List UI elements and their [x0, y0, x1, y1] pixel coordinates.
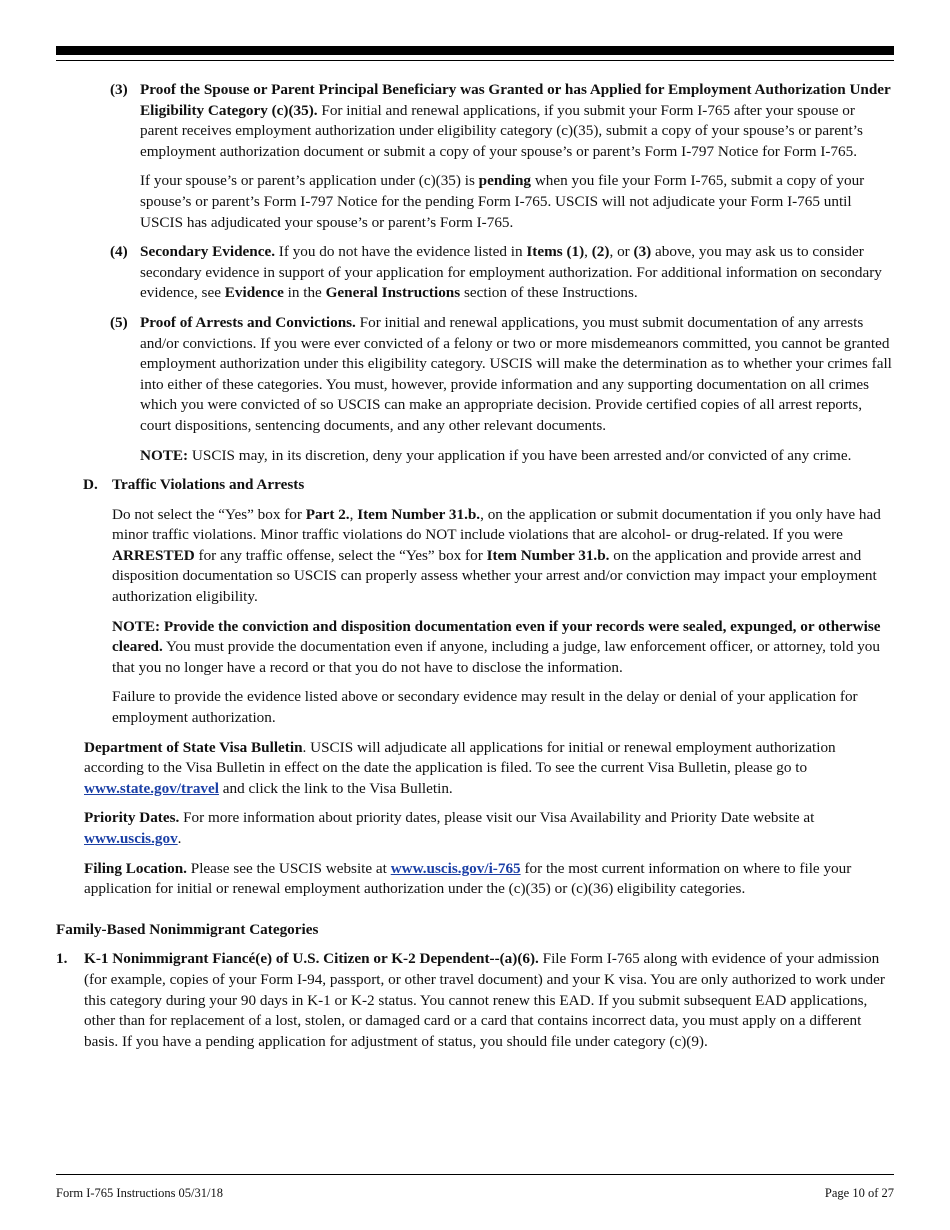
text-run: If your spouse’s or parent’s application under (c)(35) is — [140, 172, 479, 190]
item-3-title: Proof the Spouse or Parent Principal Beneficiary was Granted or has Applied for Employment Authorization Under Eligibility Category (c)(35). — [140, 81, 891, 119]
item-3-paragraph — [140, 80, 894, 162]
bold-run: (2) — [591, 243, 610, 261]
text-run: , — [349, 505, 358, 523]
uscis-gov-link[interactable]: www.uscis.gov — [84, 830, 178, 847]
bold-run: Evidence — [224, 284, 284, 302]
text-run: , — [584, 243, 592, 261]
item-4-title: Secondary Evidence. — [140, 243, 275, 261]
bold-run: (3) — [633, 243, 652, 261]
bold-run: Item Number 31.b. — [357, 505, 481, 523]
item-5-note — [140, 446, 894, 467]
section-d-heading — [56, 475, 894, 496]
text-run: . — [177, 830, 182, 847]
bold-run: ARRESTED — [112, 546, 195, 564]
visa-bulletin-title: Department of State Visa Bulletin — [84, 738, 303, 756]
family-item-1-title: K-1 Nonimmigrant Fiancé(e) of U.S. Citizen or K-2 Dependent--(a)(6). — [84, 950, 539, 968]
text-run: when you file your Form I-765, submit a copy of your spouse’s or parent’s Form I-797 Notice for the pending Form I-765. USCIS will not adjudicate your Form I-765 until USCIS has adjudicated your spouse’s or parent’s Form I-765. — [140, 172, 865, 231]
priority-dates-paragraph — [56, 808, 894, 849]
filing-location-title: Filing Location. — [84, 859, 187, 877]
family-item-1 — [56, 949, 894, 1052]
text-run: , on the application or submit documentation if you only have had minor traffic violations. Minor traffic violations do NOT include violations that are alcohol- or drug-related. If you were — [112, 505, 881, 544]
page-content — [56, 80, 894, 1061]
note-label: NOTE: — [140, 446, 189, 464]
item-3-text: For initial and renewal applications, if you submit your Form I-765 after your spouse or parent receives employment authorization under eligibility category (c)(35), submit a copy of your spouse’s or parent’s employment authorization document or submit a copy of your spouse’s or parent’s Form I-797 Notice for Form I-765. — [140, 101, 863, 160]
item-3-pending-paragraph — [140, 171, 894, 233]
text-run: Please see the USCIS website at — [186, 859, 391, 877]
bold-run: Items (1) — [526, 243, 585, 261]
item-5 — [56, 313, 894, 466]
state-gov-travel-link[interactable]: www.state.gov/travel — [84, 779, 219, 797]
item-number: (3) — [110, 81, 128, 98]
footer-form-id: Form I-765 Instructions 05/31/18 — [56, 1186, 224, 1200]
section-d-title: Traffic Violations and Arrests — [112, 476, 305, 494]
text-run: section of these Instructions. — [460, 284, 638, 302]
header-thick-rule — [56, 46, 894, 55]
uscis-i-765-link[interactable]: www.uscis.gov/i-765 — [390, 859, 521, 877]
text-run: for any traffic offense, select the “Yes” box for — [194, 546, 487, 564]
family-item-1-text: File Form I-765 along with evidence of your admission (for example, copies of your Form I-94, passport, or other travel document) and your K visa. You are only authorized to work under this category during your 90 days in K-1 or K-2 status. You cannot renew this EAD. If you submit subsequent EAD applications, other than for replacement of a lost, stolen, or damaged card or a card that contains incorrect data, you must apply on a different basis. If you have a pending application for adjustment of status, you should file under category (c)(9). — [84, 950, 885, 1050]
text-run: for the most current information on where to file your application for initial or renewal employment authorization under the (c)(35) or (c)(36) eligibility categories. — [84, 859, 852, 898]
section-d-paragraph-3 — [56, 687, 894, 728]
bold-run: pending — [478, 172, 532, 190]
bold-run: Part 2. — [305, 505, 350, 523]
bold-run: Item Number 31.b. — [486, 546, 610, 564]
section-d-paragraph-1 — [56, 505, 894, 608]
footer-rule — [56, 1174, 894, 1175]
failure-text: Failure to provide the evidence listed above or secondary evidence may result in the delay or denial of your application for employment authorization. — [112, 688, 858, 727]
section-d-note — [56, 617, 894, 679]
text-run: , or — [609, 243, 634, 261]
item-3 — [56, 80, 894, 233]
item-number: (5) — [110, 313, 128, 331]
family-based-heading: Family-Based Nonimmigrant Categories — [56, 920, 319, 938]
text-run: If you do not have the evidence listed in — [275, 243, 527, 261]
section-letter: D. — [83, 476, 98, 494]
text-run: in the — [283, 284, 326, 302]
filing-location-paragraph — [56, 859, 894, 900]
bold-run: General Instructions — [325, 284, 461, 302]
footer-page-number: Page 10 of 27 — [824, 1186, 894, 1200]
text-run: For more information about priority dates, please visit our Visa Availability and Priority Date website at — [179, 809, 815, 827]
note-text: You must provide the documentation even if anyone, including a judge, law enforcement officer, or attorney, told you that you no longer have a record or that you do not have to disclose the information. — [112, 638, 880, 676]
note-bold: NOTE: Provide the conviction and disposition documentation even if your records were sealed, expunged, or otherwise cleared. — [112, 617, 881, 656]
item-5-paragraph — [140, 313, 894, 437]
item-5-text: For initial and renewal applications, you must submit documentation of any arrests and/or convictions. If you were ever convicted of a felony or two or more misdemeanors committed, you cannot be granted employment authorization under this eligibility category. USCIS will make the determination as to whether your crimes fall into either of these categories. You must, however, provide information and any supporting documentation on all crimes which you were convicted of so USCIS can make an appropriate decision. Provide certified copies of all arrest reports, court dispositions, sentencing documents, and any other relevant documents. — [140, 313, 892, 434]
text-run: on the application and provide arrest and disposition documentation so USCIS can properly assess whether your arrest and/or conviction may impact your employment authorization eligibility. — [112, 546, 877, 606]
note-text: USCIS may, in its discretion, deny your application if you have been arrested and/or convicted of any crime. — [188, 446, 852, 464]
item-4-paragraph — [140, 242, 894, 304]
visa-bulletin-paragraph — [56, 738, 894, 800]
text-run: Do not select the “Yes” box for — [112, 505, 306, 523]
item-number: (4) — [110, 243, 128, 261]
text-run: above, you may ask us to consider secondary evidence in support of your application for employment authorization. For additional information on secondary evidence, see — [140, 243, 882, 302]
text-run: . USCIS will adjudicate all applications for initial or renewal employment authorization according to the Visa Bulletin in effect on the date the application is filed. To see the current Visa Bulletin, please go to — [84, 738, 836, 777]
header-thin-rule — [56, 60, 894, 61]
priority-dates-title: Priority Dates. — [84, 809, 180, 827]
item-4 — [56, 242, 894, 304]
item-number: 1. — [56, 950, 68, 968]
text-run: and click the link to the Visa Bulletin. — [218, 779, 453, 797]
document-page — [56, 0, 894, 1230]
item-5-title: Proof of Arrests and Convictions. — [140, 313, 356, 331]
